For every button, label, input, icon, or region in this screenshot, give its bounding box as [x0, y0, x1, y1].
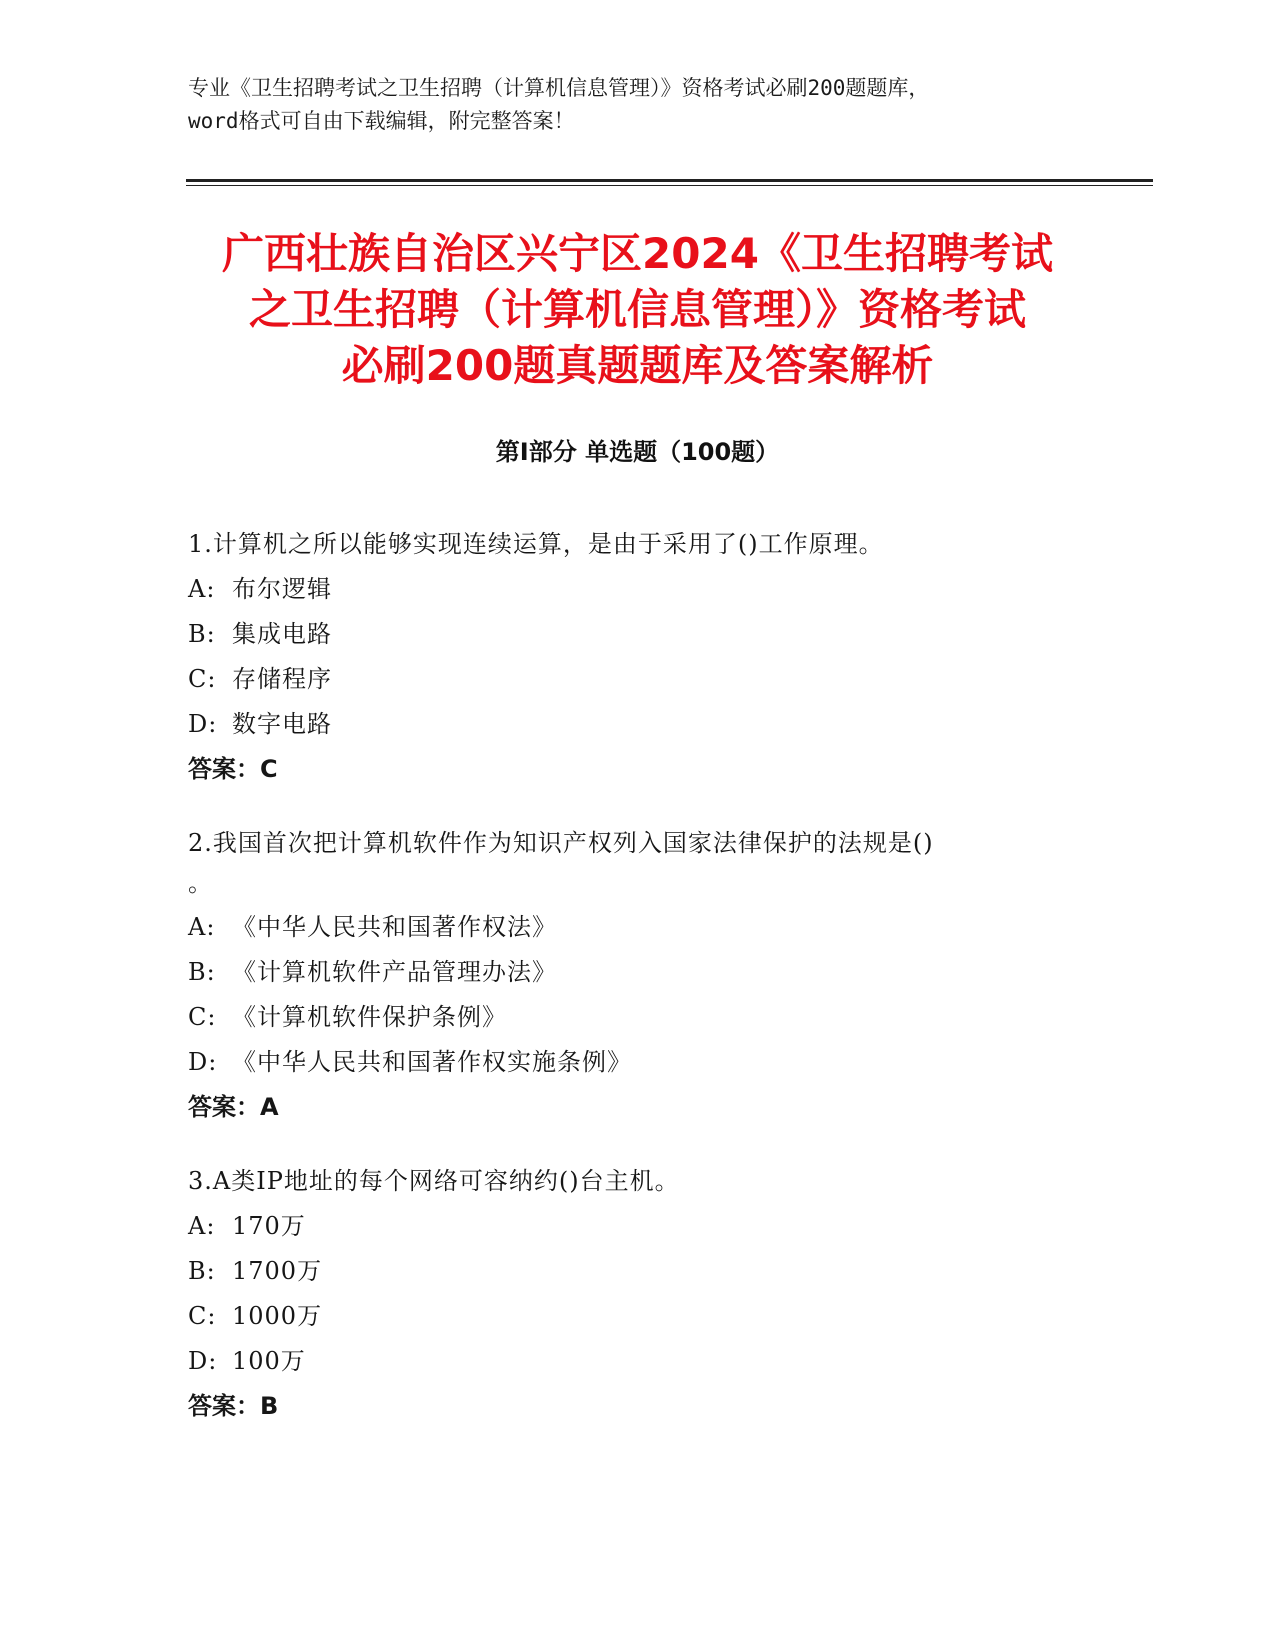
answer: 答案：C — [188, 755, 278, 783]
option-text: 170万 — [232, 1212, 306, 1240]
question-2 — [188, 827, 1088, 1123]
option-c — [188, 1001, 1088, 1033]
option-key: A: — [188, 575, 216, 603]
option-a — [188, 911, 1088, 943]
option-b — [188, 1255, 1088, 1287]
header-divider-thick — [186, 179, 1153, 182]
option-text: 1700万 — [232, 1257, 323, 1285]
option-a — [188, 573, 1088, 605]
question-3 — [188, 1165, 1088, 1422]
question-text: 3.A类IP地址的每个网络可容纳约()台主机。 — [188, 1167, 680, 1195]
option-key: B: — [188, 958, 216, 986]
option-key: B: — [188, 1257, 216, 1285]
option-text: 数字电路 — [232, 710, 332, 738]
document-title — [100, 226, 1175, 394]
option-d — [188, 1046, 1088, 1078]
option-text: 布尔逻辑 — [232, 575, 332, 603]
header-note-line-1: 专业《卫生招聘考试之卫生招聘（计算机信息管理）》资格考试必刷200题题库， — [188, 76, 930, 100]
option-b — [188, 956, 1088, 988]
option-text: 《中华人民共和国著作权实施条例》 — [232, 1048, 632, 1076]
answer: 答案：A — [188, 1093, 279, 1121]
option-key: C: — [188, 1003, 217, 1031]
option-key: A: — [188, 1212, 216, 1240]
title-line-3: 必刷200题真题题库及答案解析 — [341, 341, 934, 390]
option-d — [188, 1345, 1088, 1377]
option-key: C: — [188, 665, 217, 693]
question-text: 2.我国首次把计算机软件作为知识产权列入国家法律保护的法规是() — [188, 829, 934, 857]
question-text: 1.计算机之所以能够实现连续运算，是由于采用了()工作原理。 — [188, 530, 884, 558]
answer: 答案：B — [188, 1392, 279, 1420]
option-b — [188, 618, 1088, 650]
title-line-1: 广西壮族自治区兴宁区2024《卫生招聘考试 — [222, 229, 1053, 278]
option-text: 《计算机软件保护条例》 — [232, 1003, 507, 1031]
option-text: 《中华人民共和国著作权法》 — [232, 913, 557, 941]
option-a — [188, 1210, 1088, 1242]
title-line-2: 之卫生招聘（计算机信息管理）》资格考试 — [248, 285, 1026, 334]
option-key: D: — [188, 1048, 218, 1076]
header-note-line-2: word格式可自由下载编辑，附完整答案！ — [188, 109, 575, 133]
option-text: 集成电路 — [232, 620, 332, 648]
header-note — [188, 72, 1088, 138]
section-heading: 第Ⅰ部分 单选题（100题） — [495, 438, 780, 466]
question-text-wrap: 。 — [188, 869, 212, 897]
option-text: 《计算机软件产品管理办法》 — [232, 958, 557, 986]
option-c — [188, 663, 1088, 695]
option-key: C: — [188, 1302, 217, 1330]
option-c — [188, 1300, 1088, 1332]
option-key: A: — [188, 913, 216, 941]
question-1 — [188, 528, 1088, 785]
option-text: 1000万 — [232, 1302, 323, 1330]
option-key: D: — [188, 1347, 218, 1375]
option-key: B: — [188, 620, 216, 648]
question-list — [188, 528, 1088, 1464]
header-divider-thin — [186, 185, 1153, 186]
option-text: 100万 — [232, 1347, 306, 1375]
option-text: 存储程序 — [232, 665, 332, 693]
option-key: D: — [188, 710, 218, 738]
option-d — [188, 708, 1088, 740]
